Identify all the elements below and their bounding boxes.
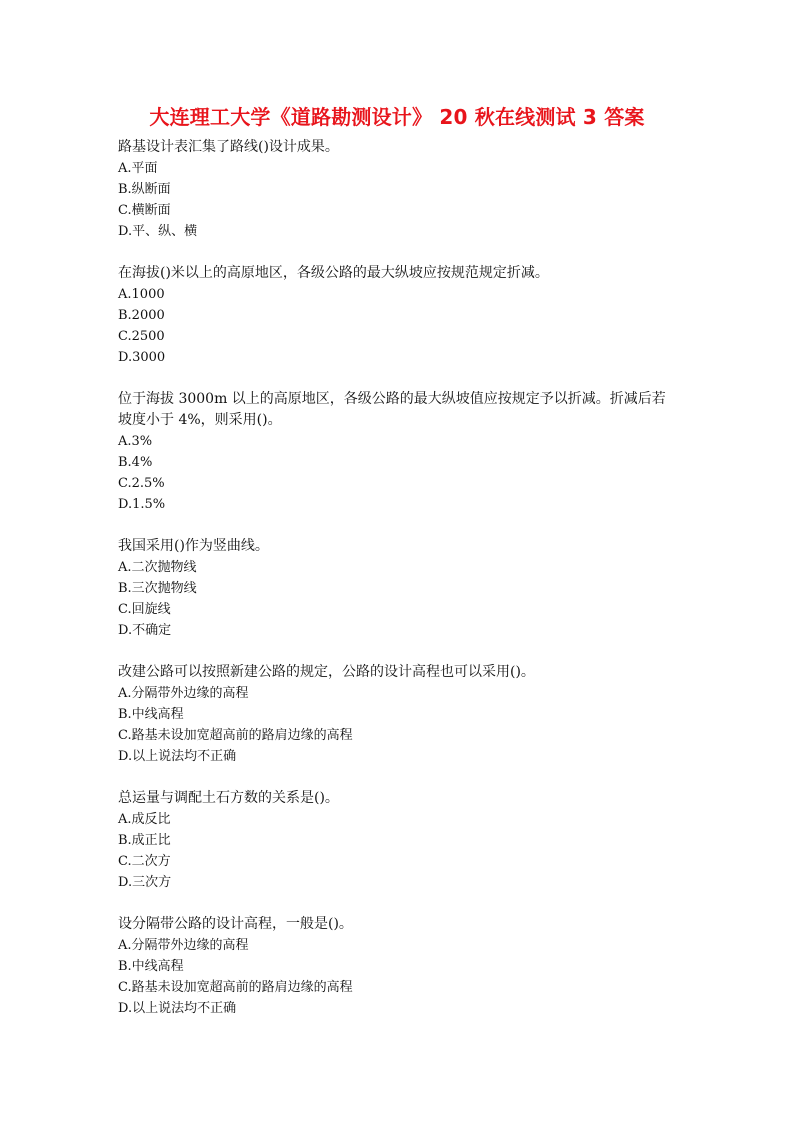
option-c: C.二次方 — [118, 854, 171, 869]
question-4 — [118, 536, 678, 641]
question-5 — [118, 662, 678, 767]
option-d: D.以上说法均不正确 — [118, 1001, 237, 1016]
option-b: B.成正比 — [118, 833, 171, 848]
option-d: D.以上说法均不正确 — [118, 749, 237, 764]
option-a: A.1000 — [118, 287, 165, 302]
question-text: 改建公路可以按照新建公路的规定，公路的设计高程也可以采用()。 — [118, 664, 535, 680]
option-a: A.分隔带外边缘的高程 — [118, 686, 249, 701]
option-b: B.4% — [118, 455, 153, 470]
option-c: C.横断面 — [118, 203, 171, 218]
question-text: 位于海拔 3000m 以上的高原地区，各级公路的最大纵坡值应按规定予以折减。折减后若坡度小于 4%，则采用()。 — [118, 391, 666, 428]
option-a: A.成反比 — [118, 812, 171, 827]
option-b: B.三次抛物线 — [118, 581, 197, 596]
option-a: A.二次抛物线 — [118, 560, 197, 575]
question-text: 路基设计表汇集了路线()设计成果。 — [118, 139, 339, 155]
question-text: 设分隔带公路的设计高程，一般是()。 — [118, 916, 353, 932]
option-c: C.路基未设加宽超高前的路肩边缘的高程 — [118, 728, 353, 743]
question-7 — [118, 914, 678, 1019]
option-b: B.2000 — [118, 308, 165, 323]
option-d: D.1.5% — [118, 497, 166, 512]
option-c: C.回旋线 — [118, 602, 171, 617]
option-d: D.平、纵、横 — [118, 224, 198, 239]
option-a: A.分隔带外边缘的高程 — [118, 938, 249, 953]
document-title: 大连理工大学《道路勘测设计》 20 秋在线测试 3 答案 — [149, 105, 645, 129]
option-c: C.2500 — [118, 329, 165, 344]
option-d: D.三次方 — [118, 875, 172, 890]
option-c: C.2.5% — [118, 476, 165, 491]
question-3 — [118, 389, 678, 515]
option-d: D.不确定 — [118, 623, 172, 638]
option-a: A.平面 — [118, 161, 158, 176]
question-text: 总运量与调配土石方数的关系是()。 — [118, 790, 339, 806]
question-2 — [118, 263, 678, 368]
option-b: B.纵断面 — [118, 182, 171, 197]
question-text: 我国采用()作为竖曲线。 — [118, 538, 269, 554]
option-a: A.3% — [118, 434, 153, 449]
option-b: B.中线高程 — [118, 707, 184, 722]
question-6 — [118, 788, 678, 893]
option-b: B.中线高程 — [118, 959, 184, 974]
question-list — [118, 137, 678, 1040]
option-c: C.路基未设加宽超高前的路肩边缘的高程 — [118, 980, 353, 995]
option-d: D.3000 — [118, 350, 166, 365]
question-1 — [118, 137, 678, 242]
question-text: 在海拔()米以上的高原地区，各级公路的最大纵坡应按规范规定折减。 — [118, 265, 549, 281]
